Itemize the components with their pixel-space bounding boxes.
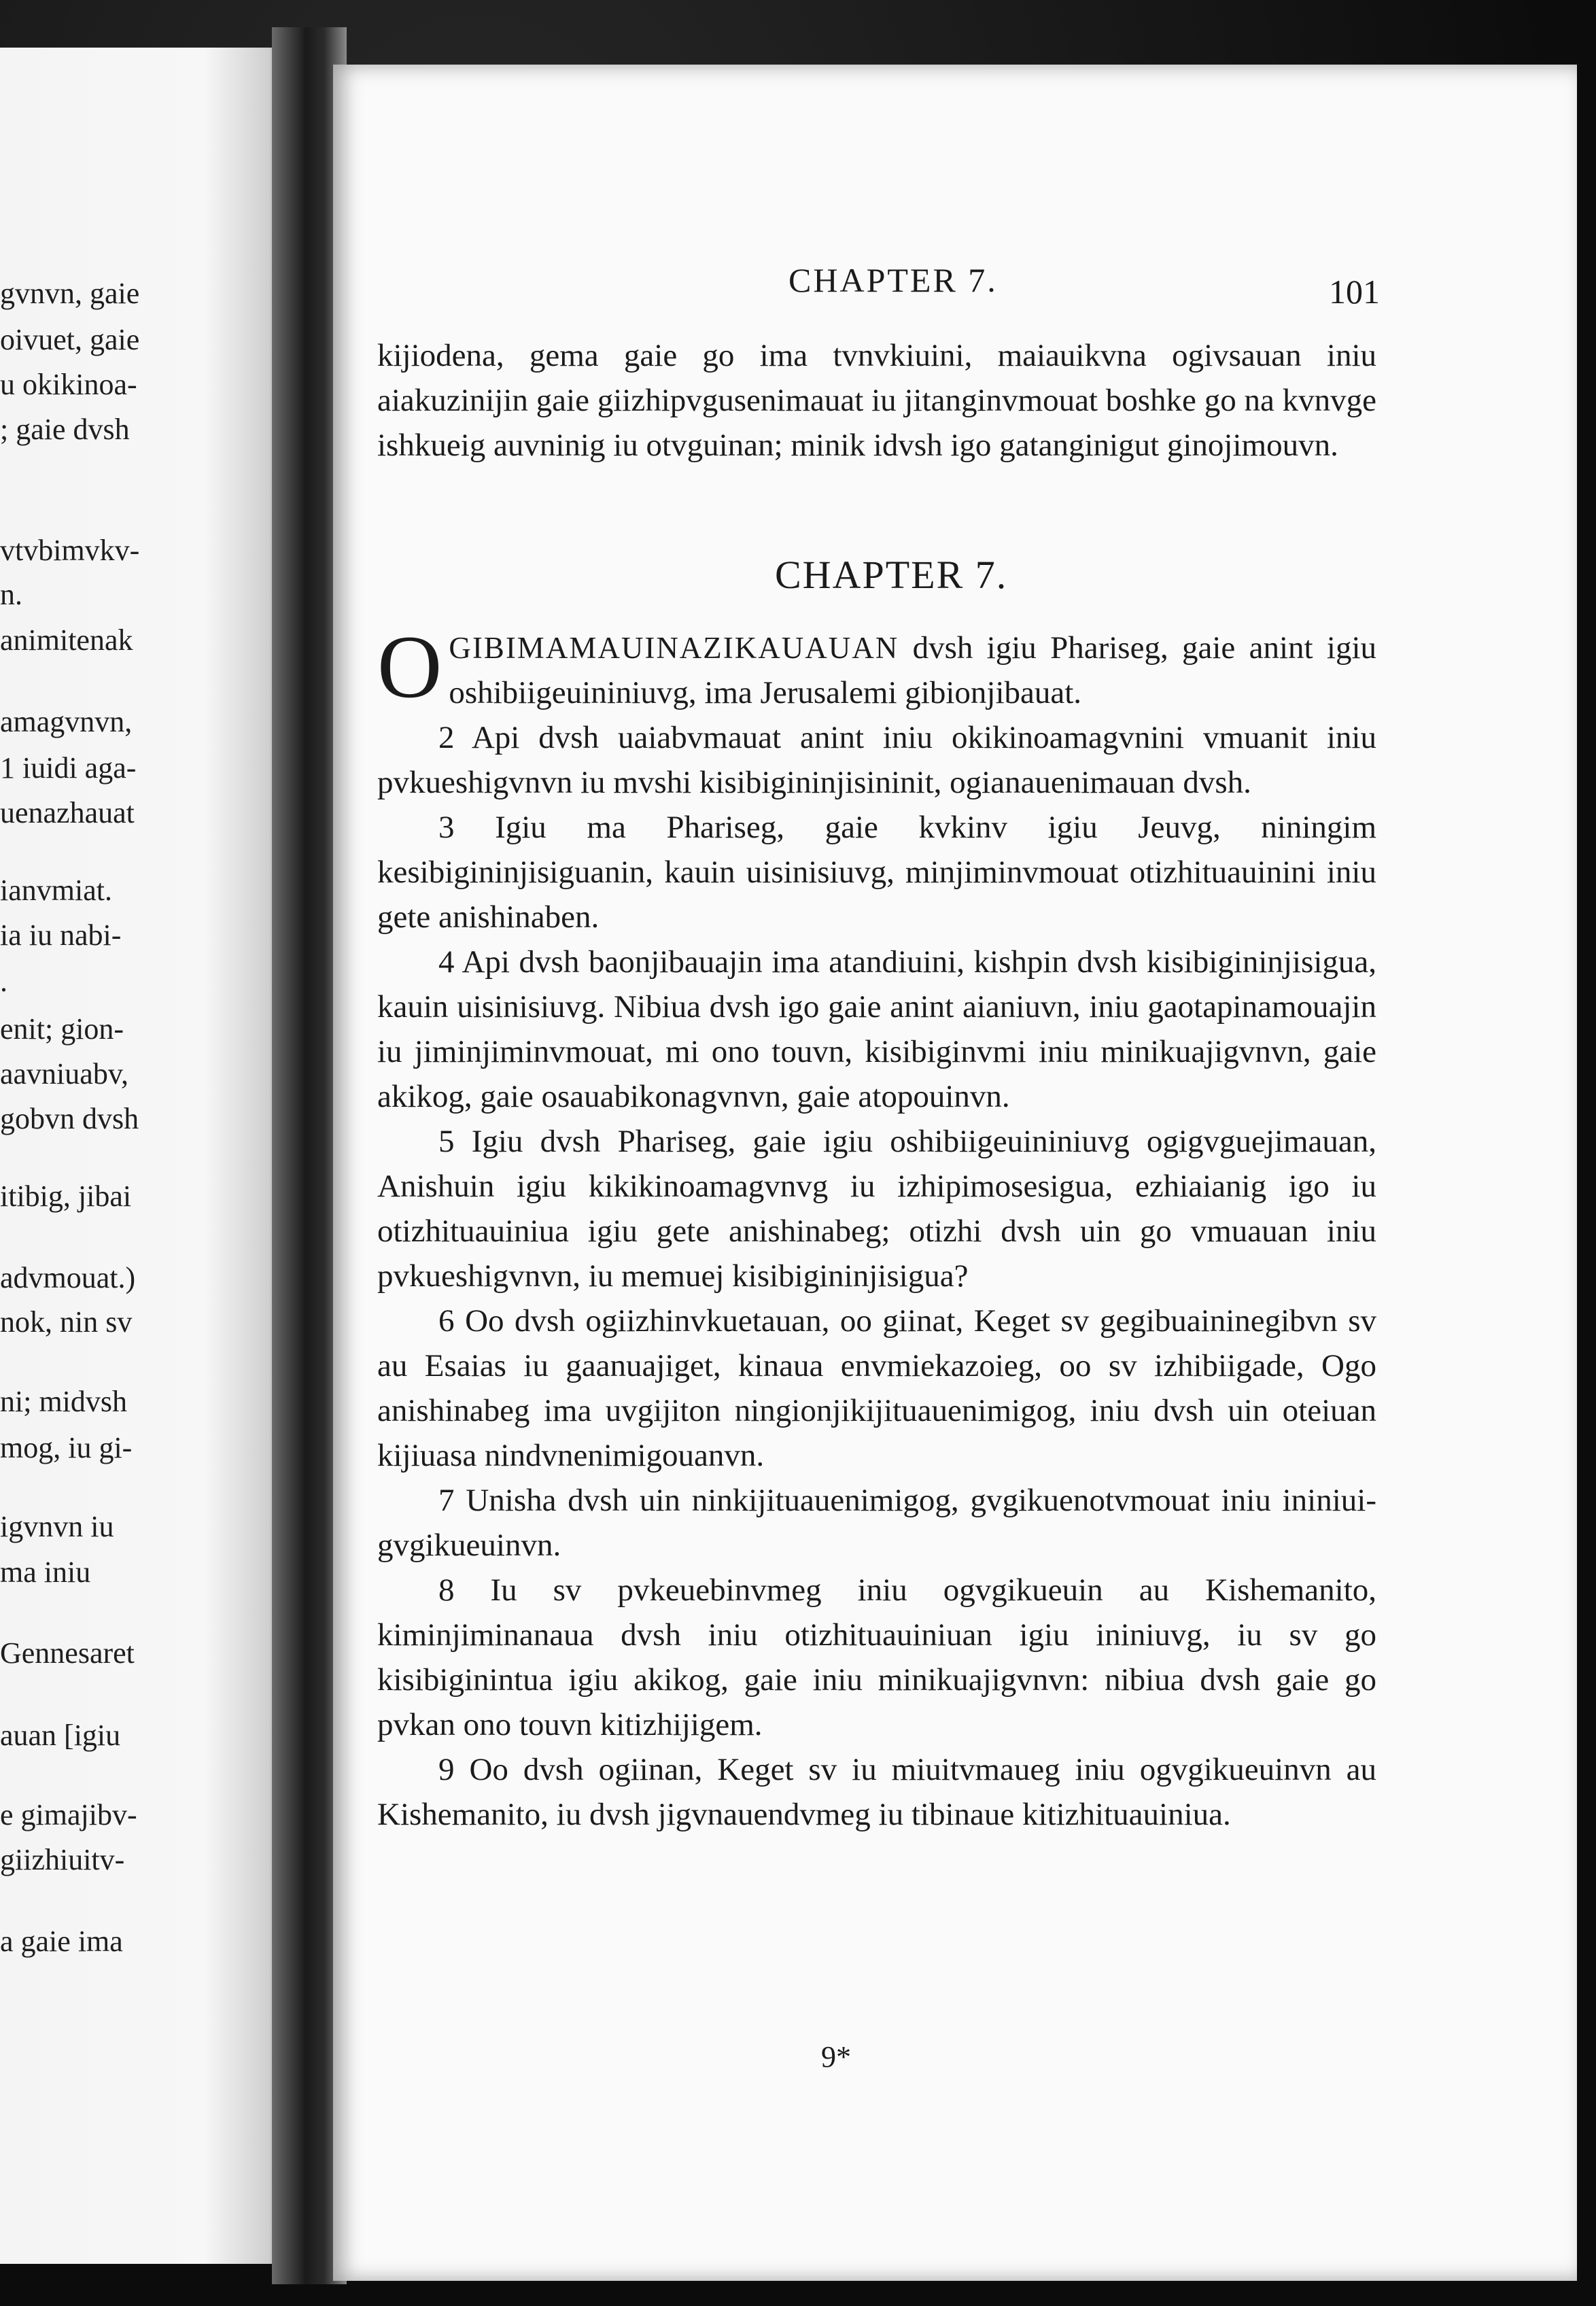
left-page-line: gvnvn, gaie xyxy=(0,277,140,310)
left-page-line: Gennesaret xyxy=(0,1636,135,1670)
verse-text: Api dvsh uaiabvmauat anint iniu okikinoamagvnini vmuanit iniu pvkueshigvnvn iu mvshi kisibigininjisininit, ogianauenimauan dvsh. xyxy=(377,720,1376,800)
verse-paragraph xyxy=(377,1478,1376,1568)
verse-text: Igiu dvsh Phariseg, gaie igiu oshibiigeuininiuvg ogigvguejimauan, Anishuin igiu kikikinoamagvnvg iu izhipimosesigua, ezhiaianig igo iu otizhituauiniua igiu gete anishinabeg; otizhi dvsh uin go vmuauan iniu pvkueshigvnvn, iu memuej kisibigininjisigua? xyxy=(377,1124,1376,1294)
verse-text: Igiu ma Phariseg, gaie kvkinv igiu Jeuvg, niningim kesibigininjisiguanin, kauin uisinisiuvg, minjiminvmouat otizhituauinini iniu gete anishinaben. xyxy=(377,810,1377,935)
verse-text: Unisha dvsh uin ninkijituauenimigog, gvgikuenotvmouat iniu ininiui-gvgikueuinvn. xyxy=(377,1483,1377,1563)
left-page-line: nok, nin sv xyxy=(0,1305,133,1339)
verse-paragraph xyxy=(377,805,1376,940)
verse-text: Oo dvsh ogiizhinvkuetauan, oo giinat, Keget sv gegibuaininegibvn sv au Esaias iu gaanuajiget, kinaua envmiekazoieg, oo sv izhibiigade, Ogo anishinabeg ima uvgijiton ningionjikijituauenimigog, iniu dvsh uin oteiuan kijiuasa nindvnenimigouanvn. xyxy=(377,1303,1377,1473)
verse-number: 4 xyxy=(438,944,455,980)
left-page-line: a gaie ima xyxy=(0,1925,123,1958)
left-page-line: mog, iu gi- xyxy=(0,1431,133,1464)
left-page-line: . xyxy=(0,965,7,998)
verse-paragraph xyxy=(377,1119,1376,1298)
verse-text: Iu sv pvkeuebinvmeg iniu ogvgikueuin au Kishemanito, kiminjiminanaua dvsh iniu otizhituauiniuan igiu ininiuvg, iu sv go kisibiginintua igiu akikog, gaie iniu minikuajigvnvn: nibiua dvsh gaie go pvkan ono touvn kitizhijigem. xyxy=(377,1572,1377,1742)
verse-paragraph xyxy=(377,1568,1376,1747)
verse-text: dvsh igiu Phariseg, gaie anint igiu oshibiigeuininiuvg, ima Jerusalemi gibionjibauat. xyxy=(449,630,1376,710)
signature-mark: 9* xyxy=(821,2040,851,2073)
verse-paragraph xyxy=(377,715,1376,805)
verse-number: 8 xyxy=(438,1572,455,1608)
left-page-line: igvnvn iu xyxy=(0,1510,114,1543)
left-page-line: ; gaie dvsh xyxy=(0,413,130,446)
carryover-paragraph xyxy=(377,333,1376,468)
running-head: CHAPTER 7. xyxy=(788,261,998,299)
left-page-line: u okikinoa- xyxy=(0,368,137,401)
verses-block xyxy=(377,617,1377,1837)
verse-text: Oo dvsh ogiinan, Keget sv iu miuitvmaueg iniu ogvgikueuinvn au Kishemanito, iu dvsh jigvnauendvmeg iu tibinaue kitizhituauiniua. xyxy=(377,1752,1376,1832)
carryover-text: kijiodena, gema gaie go ima tvnvkiuini, maiauikvna ogivsauan iniu aiakuzinijin gaie giizhipvgusenimauat iu jitanginvmouat boshke go na kvnvge ishkueig auvninig iu otvguinan; minik idvsh igo gatanginigut ginojimouvn. xyxy=(377,338,1376,463)
left-page-line: itibig, jibai xyxy=(0,1180,132,1213)
left-page-line: uenazhauat xyxy=(0,796,135,829)
left-page-line: n. xyxy=(0,578,22,611)
verse-paragraph xyxy=(377,1747,1376,1837)
verse-number: 2 xyxy=(438,720,455,755)
left-page-line: ma iniu xyxy=(0,1555,91,1589)
left-page-line: aavniuabv, xyxy=(0,1057,128,1090)
left-page-line: oivuet, gaie xyxy=(0,323,140,356)
drop-cap: O xyxy=(377,617,443,717)
left-page-line: ni; midvsh xyxy=(0,1385,128,1418)
left-page-line: animitenak xyxy=(0,623,133,657)
left-page-line: 1 iuidi aga- xyxy=(0,751,137,785)
left-page-line: advmouat.) xyxy=(0,1261,136,1294)
left-page-line: ia iu nabi- xyxy=(0,918,122,952)
left-page-line: amagvnvn, xyxy=(0,705,133,738)
chapter-heading: CHAPTER 7. xyxy=(775,553,1008,597)
left-page-line: enit; gion- xyxy=(0,1012,124,1046)
verse-number: 7 xyxy=(438,1483,455,1518)
left-page-line: giizhiuitv- xyxy=(0,1843,125,1876)
left-page-line: ianvmiat. xyxy=(0,874,112,907)
verse-number: 6 xyxy=(438,1303,455,1339)
verse-paragraph xyxy=(377,1298,1376,1478)
verse-paragraph xyxy=(377,940,1376,1119)
verse-text: Api dvsh baonjibauajin ima atandiuini, kishpin dvsh kisibigininjisigua, kauin uisinisiuvg. Nibiua dvsh igo gaie anint aianiuvn, iniu gaotapinamouajin iu jiminjiminvmouat, mi ono touvn, kisibiginvmi iniu minikuajigvnvn, gaie akikog, gaie osauabikonagvnvn, gaie atopouinvn. xyxy=(377,944,1376,1114)
verse-number: 3 xyxy=(438,810,455,845)
verse-paragraph xyxy=(377,617,1376,717)
left-facing-page xyxy=(0,48,292,2264)
verse-number: 9 xyxy=(438,1752,455,1787)
left-page-line: e gimajibv- xyxy=(0,1798,137,1831)
page-number: 101 xyxy=(1329,273,1380,311)
left-page-line: gobvn dvsh xyxy=(0,1102,139,1135)
left-page-line: auan [igiu xyxy=(0,1719,121,1752)
left-page-line: vtvbimvkv- xyxy=(0,534,140,567)
verse-lead-caps: GIBIMAMAUINAZIKAUAUAN xyxy=(449,631,899,665)
verse-number: 5 xyxy=(438,1124,455,1159)
